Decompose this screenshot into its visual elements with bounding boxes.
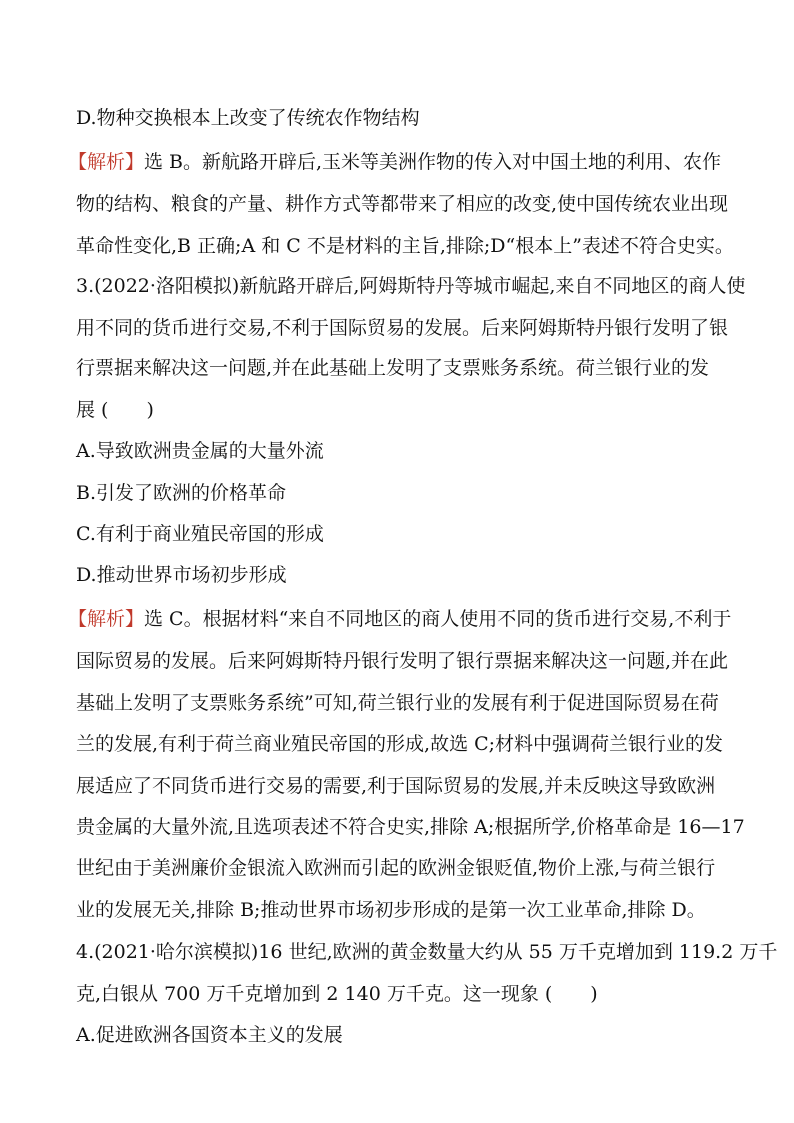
q3-analysis-line-8: 业的发展无关,排除 B;推动世界市场初步形成的是第一次工业革命,排除 D。 — [76, 899, 706, 921]
q2-analysis-line-1 — [68, 149, 726, 175]
analysis-text: 选 C。根据材料“来自不同地区的商人使用不同的货币进行交易,不利于 — [144, 608, 732, 630]
analysis-tag: 【解析】 — [68, 151, 145, 173]
q2-analysis-line-2: 物的结构、粮食的产量、耕作方式等都带来了相应的改变,使中国传统农业出现 — [76, 193, 729, 215]
q3-stem-line-3: 行票据来解决这一问题,并在此基础上发明了支票账务系统。荷兰银行业的发 — [76, 357, 710, 379]
q4-stem-line-1: 4.(2021·哈尔滨模拟)16 世纪,欧洲的黄金数量大约从 55 万千克增加到 119.2 万千 — [76, 941, 778, 963]
q4-option-a: A.促进欧洲各国资本主义的发展 — [76, 1024, 343, 1046]
analysis-text: 选 B。新航路开辟后,玉米等美洲作物的传入对中国土地的利用、农作 — [144, 151, 722, 173]
q3-analysis-line-6: 贵金属的大量外流,且选项表述不符合史实,排除 A;根据所学,价格革命是 16—17 — [76, 816, 745, 838]
q3-analysis-line-1 — [68, 606, 732, 632]
q3-analysis-line-2: 国际贸易的发展。后来阿姆斯特丹银行发明了银行票据来解决这一问题,并在此 — [76, 650, 729, 672]
q2-option-d: D.物种交换根本上改变了传统农作物结构 — [76, 107, 420, 129]
q3-analysis-line-3: 基础上发明了支票账务系统”可知,荷兰银行业的发展有利于促进国际贸易在荷 — [76, 692, 719, 714]
q3-analysis-line-7: 世纪由于美洲廉价金银流入欧洲而引起的欧洲金银贬值,物价上涨,与荷兰银行 — [76, 857, 716, 879]
q4-stem-line-2: 克,白银从 700 万千克增加到 2 140 万千克。这一现象 ( ) — [76, 983, 598, 1005]
q3-option-a: A.导致欧洲贵金属的大量外流 — [76, 440, 324, 462]
q2-analysis-line-3: 革命性变化,B 正确;A 和 C 不是材料的主旨,排除;D“根本上”表述不符合史实。 — [76, 235, 734, 257]
q3-stem-line-1: 3.(2022·洛阳模拟)新航路开辟后,阿姆斯特丹等城市崛起,来自不同地区的商人使 — [76, 275, 746, 297]
q3-stem-line-2: 用不同的货币进行交易,不利于国际贸易的发展。后来阿姆斯特丹银行发明了银 — [76, 317, 729, 339]
analysis-tag: 【解析】 — [68, 608, 145, 630]
q3-option-c: C.有利于商业殖民帝国的形成 — [76, 523, 324, 545]
q3-option-b: B.引发了欧洲的价格革命 — [76, 482, 287, 504]
q3-analysis-line-5: 展适应了不同货币进行交易的需要,利于国际贸易的发展,并未反映这导致欧洲 — [76, 775, 716, 797]
q3-stem-line-4: 展 ( ) — [76, 399, 154, 421]
q3-option-d: D.推动世界市场初步形成 — [76, 564, 287, 586]
q3-analysis-line-4: 兰的发展,有利于荷兰商业殖民帝国的形成,故选 C;材料中强调荷兰银行业的发 — [76, 733, 724, 755]
